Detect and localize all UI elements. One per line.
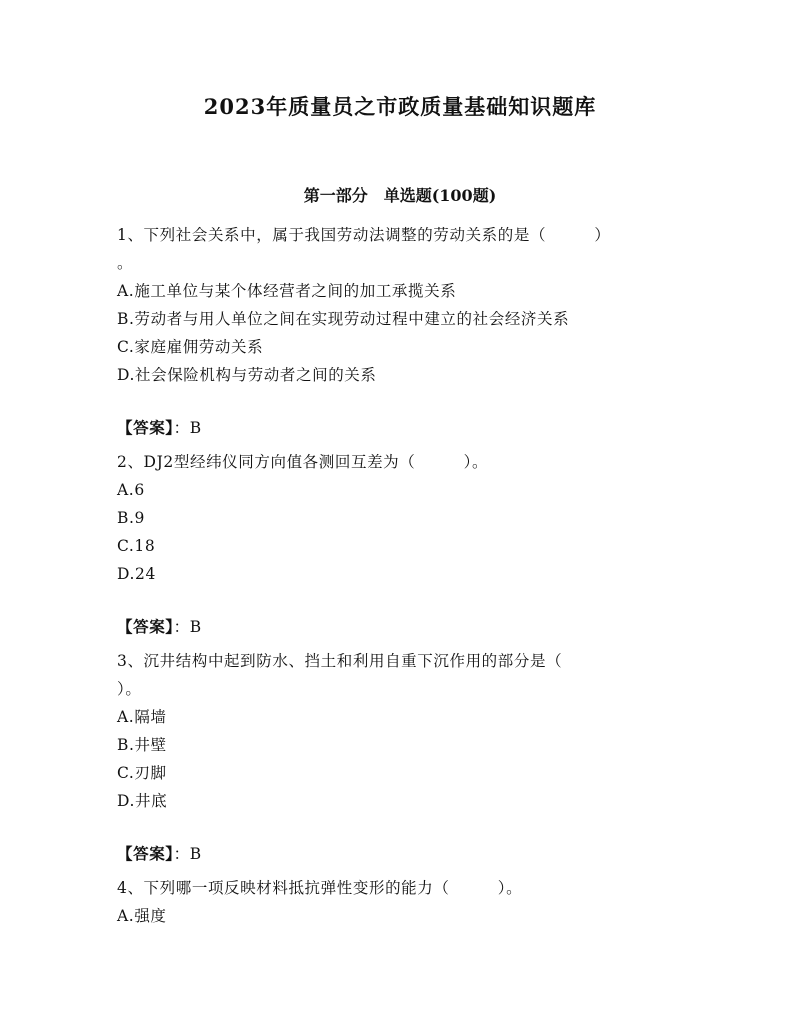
option-c: C.刃脚 (117, 764, 167, 782)
question-1 (117, 221, 677, 442)
option-b: B.劳动者与用人单位之间在实现劳动过程中建立的社会经济关系 (117, 310, 570, 328)
answer-label: 【答案】 (117, 844, 174, 863)
option-d: D.24 (117, 565, 156, 583)
option-a: A.6 (117, 481, 145, 499)
answer-value: ：B (173, 419, 202, 437)
option-d: D.社会保险机构与劳动者之间的关系 (117, 366, 377, 384)
question-stem-continuation: ）。 (117, 680, 142, 698)
option-a: A.强度 (117, 907, 167, 925)
section-title: 第一部分 单选题(100题) (303, 186, 497, 205)
question-3 (117, 647, 677, 868)
answer-value: ：B (173, 618, 202, 636)
question-2 (117, 448, 677, 641)
question-stem: 2、DJ2型经纬仪同方向值各测回互差为（ ）。 (117, 453, 489, 471)
option-c: C.家庭雇佣劳动关系 (117, 338, 264, 356)
document-title: 2023年质量员之市政质量基础知识题库 (203, 94, 597, 119)
option-b: B.9 (117, 509, 145, 527)
option-d: D.井底 (117, 792, 168, 810)
option-b: B.井壁 (117, 736, 167, 754)
question-4 (117, 874, 677, 930)
answer-label: 【答案】 (117, 418, 174, 437)
question-stem-continuation: 。 (117, 254, 134, 272)
question-stem: 3、沉井结构中起到防水、挡土和利用自重下沉作用的部分是（ (117, 652, 563, 670)
answer-line (117, 840, 677, 868)
option-a: A.施工单位与某个体经营者之间的加工承揽关系 (117, 282, 457, 300)
question-stem: 1、下列社会关系中，属于我国劳动法调整的劳动关系的是（ ） (117, 226, 611, 244)
question-stem: 4、下列哪一项反映材料抵抗弹性变形的能力（ ）。 (117, 879, 523, 897)
answer-value: ：B (173, 845, 202, 863)
question-list (117, 221, 677, 930)
answer-line (117, 414, 677, 442)
answer-label: 【答案】 (117, 617, 174, 636)
answer-line (117, 613, 677, 641)
option-a: A.隔墙 (117, 708, 167, 726)
option-c: C.18 (117, 537, 156, 555)
